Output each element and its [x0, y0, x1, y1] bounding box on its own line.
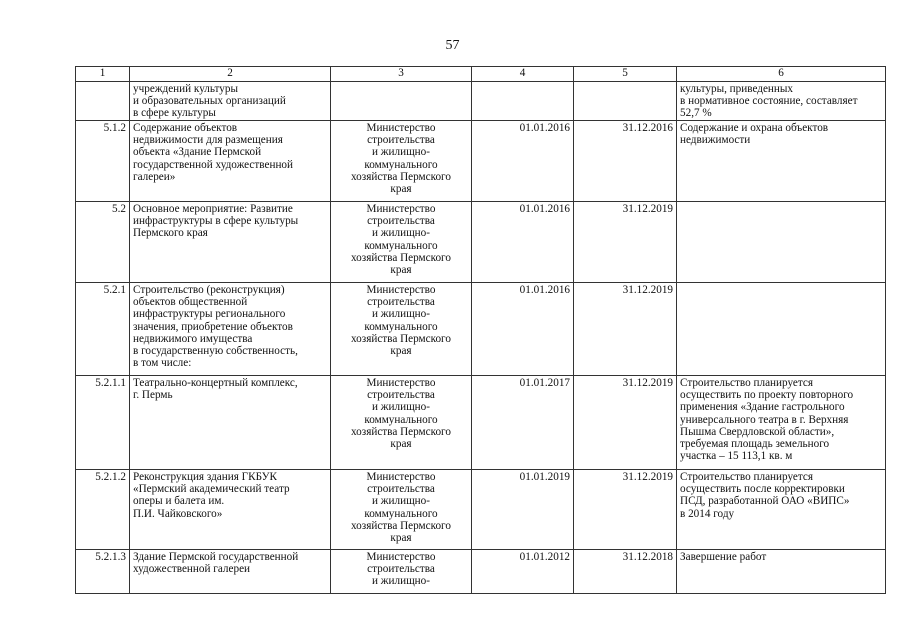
item-start-date: 01.01.2016 [472, 283, 574, 376]
item-end-date: 31.12.2019 [574, 470, 677, 550]
table-header-row [76, 67, 886, 82]
column-header: 3 [331, 67, 472, 82]
item-name: Реконструкция здания ГКБУК «Пермский академический театр оперы и балета им. П.И. Чайковского» [130, 470, 331, 550]
item-result [677, 202, 886, 283]
item-end-date [574, 82, 677, 121]
item-result: культуры, приведенных в нормативное состояние, составляет 52,7 % [677, 82, 886, 121]
table-row [76, 82, 886, 121]
item-start-date [472, 82, 574, 121]
item-responsible [331, 82, 472, 121]
table-row [76, 550, 886, 594]
item-number: 5.2.1.3 [76, 550, 130, 594]
item-result: Строительство планируется осуществить по проекту повторного применения «Здание гастрольного универсального театра в г. Верхняя Пышма Свердловской области», требуемая площадь земельного участка – 15 113,1 кв. м [677, 376, 886, 470]
item-responsible: Министерство строительства и жилищно- коммунального хозяйства Пермского края [331, 470, 472, 550]
table-row [76, 283, 886, 376]
item-name: Здание Пермской государственной художественной галереи [130, 550, 331, 594]
item-end-date: 31.12.2019 [574, 376, 677, 470]
item-responsible: Министерство строительства и жилищно- коммунального хозяйства Пермского края [331, 283, 472, 376]
item-number: 5.2 [76, 202, 130, 283]
item-number: 5.2.1 [76, 283, 130, 376]
item-name: Строительство (реконструкция) объектов общественной инфраструктуры регионального значения, приобретение объектов недвижимого имущества в государственную собственность, в том числе: [130, 283, 331, 376]
table-row [76, 202, 886, 283]
item-number [76, 82, 130, 121]
item-end-date: 31.12.2019 [574, 202, 677, 283]
page-number: 57 [445, 38, 460, 53]
item-responsible: Министерство строительства и жилищно- коммунального хозяйства Пермского края [331, 121, 472, 202]
item-start-date: 01.01.2017 [472, 376, 574, 470]
item-number: 5.2.1.1 [76, 376, 130, 470]
table-row [76, 376, 886, 470]
item-responsible: Министерство строительства и жилищно- коммунального хозяйства Пермского края [331, 376, 472, 470]
table-row [76, 121, 886, 202]
item-result: Завершение работ [677, 550, 886, 594]
item-name: Содержание объектов недвижимости для размещения объекта «Здание Пермской государственной художественной галереи» [130, 121, 331, 202]
measures-table [75, 66, 886, 594]
item-result [677, 283, 886, 376]
item-name: Театрально-концертный комплекс, г. Пермь [130, 376, 331, 470]
item-start-date: 01.01.2012 [472, 550, 574, 594]
item-name: учреждений культуры и образовательных организаций в сфере культуры [130, 82, 331, 121]
item-result: Строительство планируется осуществить после корректировки ПСД, разработанной ОАО «ВИПС» в 2014 году [677, 470, 886, 550]
item-number: 5.1.2 [76, 121, 130, 202]
item-responsible: Министерство строительства и жилищно- [331, 550, 472, 594]
column-header: 5 [574, 67, 677, 82]
item-number: 5.2.1.2 [76, 470, 130, 550]
item-end-date: 31.12.2018 [574, 550, 677, 594]
item-start-date: 01.01.2016 [472, 202, 574, 283]
item-start-date: 01.01.2016 [472, 121, 574, 202]
column-header: 2 [130, 67, 331, 82]
item-start-date: 01.01.2019 [472, 470, 574, 550]
table-row [76, 470, 886, 550]
item-name: Основное мероприятие: Развитие инфраструктуры в сфере культуры Пермского края [130, 202, 331, 283]
item-responsible: Министерство строительства и жилищно- коммунального хозяйства Пермского края [331, 202, 472, 283]
column-header: 4 [472, 67, 574, 82]
item-end-date: 31.12.2019 [574, 283, 677, 376]
column-header: 1 [76, 67, 130, 82]
item-end-date: 31.12.2016 [574, 121, 677, 202]
item-result: Содержание и охрана объектов недвижимости [677, 121, 886, 202]
column-header: 6 [677, 67, 886, 82]
